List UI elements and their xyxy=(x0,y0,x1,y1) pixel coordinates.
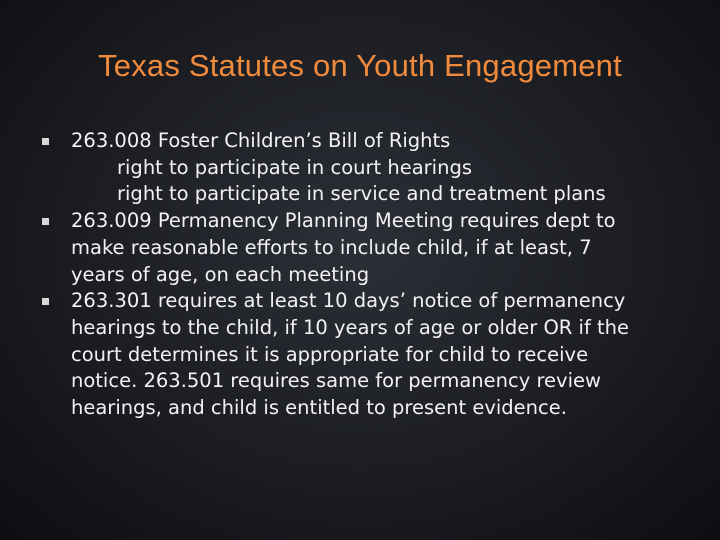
bullet-item-bill-of-rights xyxy=(40,128,700,208)
bullet-text: make reasonable efforts to include child, if at least, 7 xyxy=(71,235,592,259)
bullet-item-notice-requirements xyxy=(40,288,700,422)
square-bullet-icon xyxy=(42,218,49,225)
slide-title: Texas Statutes on Youth Engagement xyxy=(98,48,622,83)
bullet-text: 263.008 Foster Children’s Bill of Rights xyxy=(71,129,451,152)
sub-item-text: right to participate in court hearings xyxy=(117,155,472,179)
bullet-text: 263.009 Permanency Planning Meeting requires dept to xyxy=(71,209,616,233)
bullet-text: hearings to the child, if 10 years of age or older OR if the xyxy=(71,315,630,339)
bullet-text: hearings, and child is entitled to present evidence. xyxy=(71,396,567,420)
bullet-item-permanency-planning xyxy=(40,208,700,288)
bullet-text: notice. 263.501 requires same for permanency review xyxy=(71,369,601,393)
bullet-text: court determines it is appropriate for child to receive xyxy=(71,342,589,366)
square-bullet-icon xyxy=(42,138,49,145)
bullet-list xyxy=(40,128,700,422)
bullet-text: 263.301 requires at least 10 days’ notice of permanency xyxy=(71,289,626,313)
square-bullet-icon xyxy=(42,298,49,305)
bullet-text: years of age, on each meeting xyxy=(71,262,370,286)
sub-item-text: right to participate in service and treatment plans xyxy=(117,182,606,206)
